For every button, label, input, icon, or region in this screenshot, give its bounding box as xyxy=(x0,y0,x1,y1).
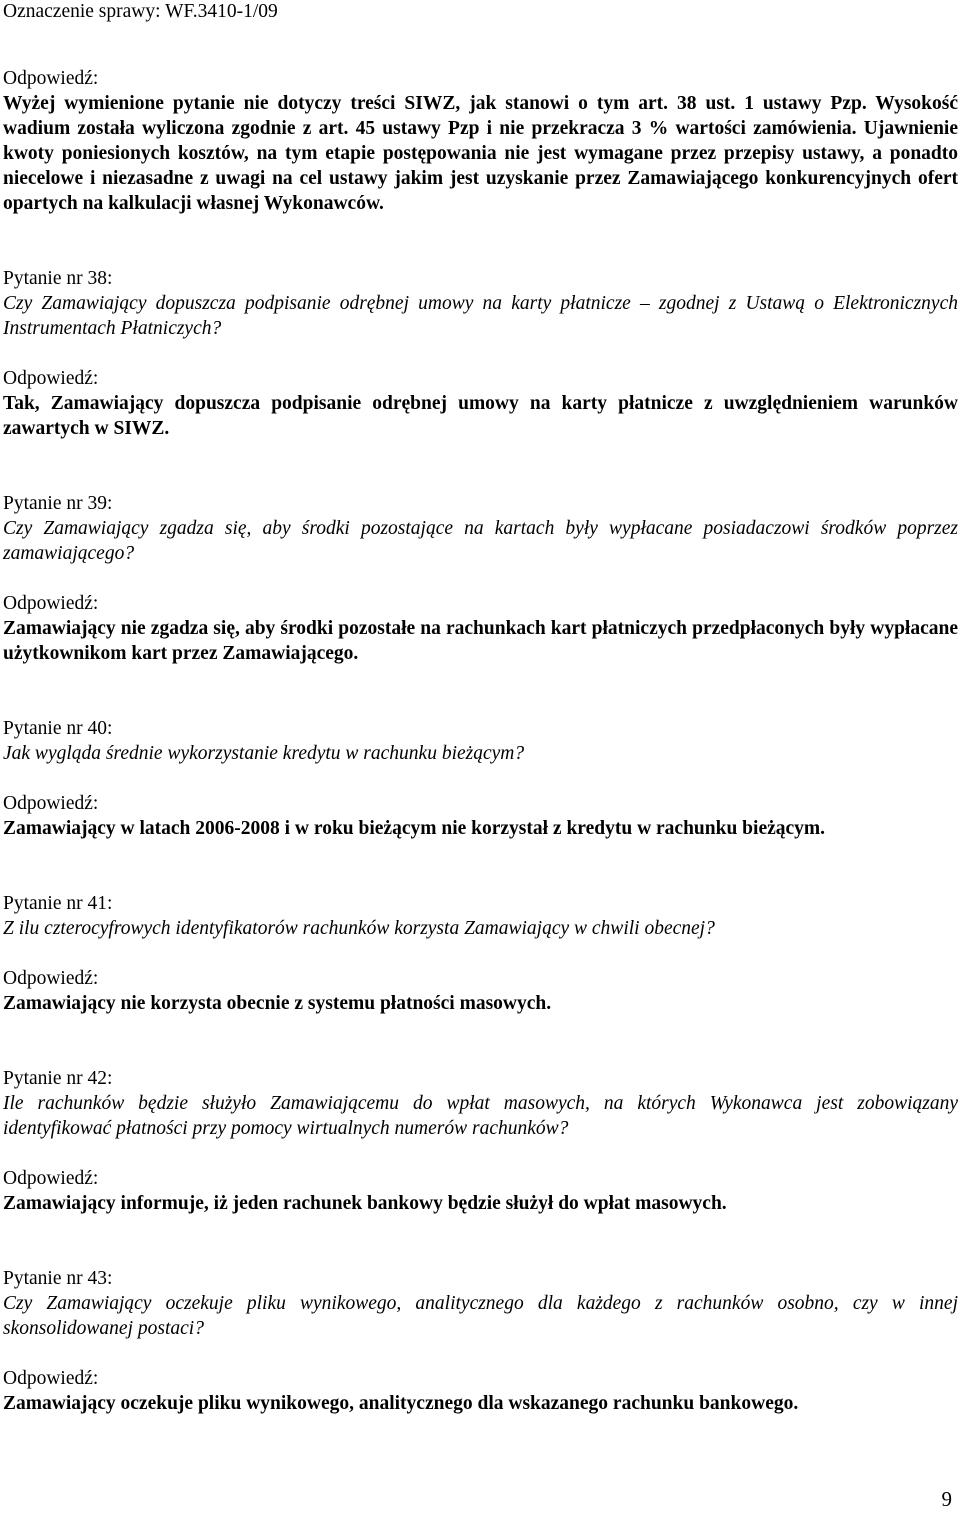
question-label: Pytanie nr 38: xyxy=(3,268,113,289)
question-label: Pytanie nr 41: xyxy=(3,893,113,914)
answer-text: Zamawiający nie zgadza się, aby środki pozostałe na rachunkach kart płatniczych przedpłaconych były wypłacane użytkownikom kart przez Zamawiającego. xyxy=(3,618,958,664)
answer-label: Odpowiedź: xyxy=(3,68,99,89)
question-label: Pytanie nr 40: xyxy=(3,718,113,739)
answer-text: Wyżej wymienione pytanie nie dotyczy treści SIWZ, jak stanowi o tym art. 38 ust. 1 ustawy Pzp. Wysokość wadium została wyliczona zgodnie z art. 45 ustawy Pzp i nie przekracza 3 % wartości zamówienia. Ujawnienie kwoty poniesionych kosztów, na tym etapie postępowania nie jest wymagane przez przepisy ustawy, a ponadto niecelowe i niezasadne z uwagi na cel ustawy jakim jest uzyskanie przez Zamawiającego konkurencyjnych ofert opartych na kalkulacji własnej Wykonawców. xyxy=(3,93,958,214)
question-text: Ile rachunków będzie służyło Zamawiającemu do wpłat masowych, na których Wykonawca jest zobowiązany identyfikować płatności przy pomocy wirtualnych numerów rachunków? xyxy=(3,1093,958,1139)
question-text: Czy Zamawiający zgadza się, aby środki pozostające na kartach były wypłacane posiadaczowi środków poprzez zamawiającego? xyxy=(3,518,958,564)
question-text: Jak wygląda średnie wykorzystanie kredytu w rachunku bieżącym? xyxy=(3,743,525,764)
answer-text: Zamawiający oczekuje pliku wynikowego, analitycznego dla wskazanego rachunku bankowego. xyxy=(3,1393,799,1414)
answer-label: Odpowiedź: xyxy=(3,793,99,814)
qa-block-39 xyxy=(3,491,958,666)
answer-label: Odpowiedź: xyxy=(3,968,99,989)
case-reference: Oznaczenie sprawy: WF.3410-1/09 xyxy=(3,1,278,22)
question-text: Z ilu czterocyfrowych identyfikatorów rachunków korzysta Zamawiający w chwili obecnej? xyxy=(3,918,715,939)
question-label: Pytanie nr 42: xyxy=(3,1068,113,1089)
qa-block-41 xyxy=(3,891,958,1016)
question-text: Czy Zamawiający dopuszcza podpisanie odrębnej umowy na karty płatnicze – zgodnej z Ustawą o Elektronicznych Instrumentach Płatniczych? xyxy=(3,293,958,339)
page-number: 9 xyxy=(941,1487,952,1511)
answer-text: Zamawiający w latach 2006-2008 i w roku bieżącym nie korzystał z kredytu w rachunku bieżącym. xyxy=(3,818,826,839)
answer-label: Odpowiedź: xyxy=(3,368,99,389)
qa-block-43 xyxy=(3,1266,958,1416)
qa-block-42 xyxy=(3,1066,958,1216)
answer-label: Odpowiedź: xyxy=(3,1368,99,1389)
answer-label: Odpowiedź: xyxy=(3,593,99,614)
answer-block-previous xyxy=(3,66,958,216)
qa-block-38 xyxy=(3,266,958,441)
answer-text: Tak, Zamawiający dopuszcza podpisanie odrębnej umowy na karty płatnicze z uwzględnieniem warunków zawartych w SIWZ. xyxy=(3,393,958,439)
answer-text: Zamawiający nie korzysta obecnie z systemu płatności masowych. xyxy=(3,993,552,1014)
answer-label: Odpowiedź: xyxy=(3,1168,99,1189)
question-label: Pytanie nr 39: xyxy=(3,493,113,514)
qa-block-40 xyxy=(3,716,958,841)
document-body xyxy=(3,66,958,1466)
answer-text: Zamawiający informuje, iż jeden rachunek bankowy będzie służył do wpłat masowych. xyxy=(3,1193,727,1214)
question-label: Pytanie nr 43: xyxy=(3,1268,113,1289)
question-text: Czy Zamawiający oczekuje pliku wynikowego, analitycznego dla każdego z rachunków osobno, czy w innej skonsolidowanej postaci? xyxy=(3,1293,958,1339)
